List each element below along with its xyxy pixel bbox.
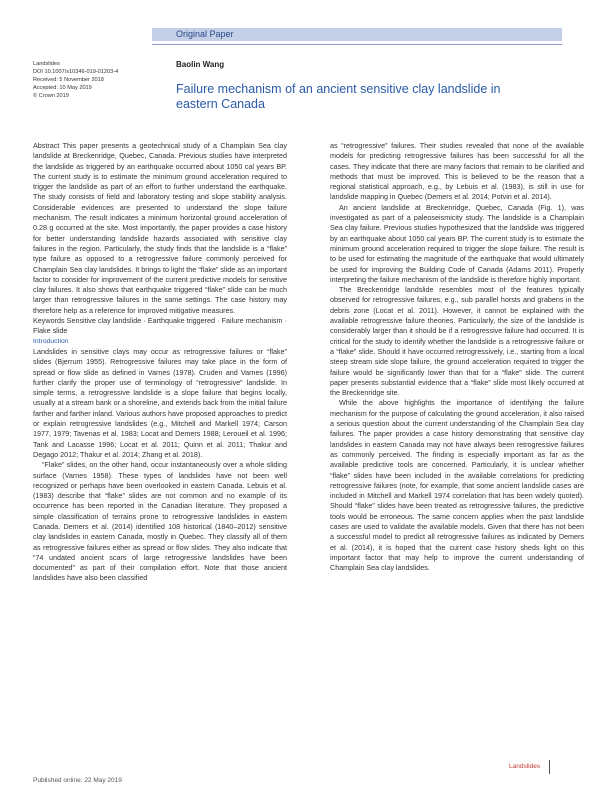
body-paragraph: as “retrogressive” failures. Their studies revealed that none of the available models for predicting retrogressive failures has been successful for all the cases. They indicate that there are many factors that remain to be clarified and methods that must be improved. This is believed to be the reason that a regional statistical approach, e.g., by Lebuis et al. (1983), is still in use for landslide mapping in Quebec (Demers et al. 2014; Potvin et al. 2014).: [330, 141, 584, 202]
article-title: Failure mechanism of an ancient sensitive clay landslide in eastern Canada: [176, 82, 501, 111]
body-paragraph: An ancient landslide at Breckenridge, Quebec, Canada (Fig. 1), was investigated as part of a paleoseismicity study. The landslide is a Champlain Sea clay failure. Previous studies hypothesized that the landslide was triggered by an earthquake about 1050 cal years BP. The current study is to estimate the minimum ground acceleration required to trigger the slope failure. The result is to be used for estimating the magnitude of the earthquake that would ultimately be used for improving the Building Code of Canada (Adams 2011). Properly interpreting the failure mechanism of the landslide is therefore highly important.: [330, 202, 584, 284]
published-date: Published online: 22 May 2019: [33, 777, 122, 784]
right-column: [330, 141, 584, 573]
article-type-label: Original Paper: [176, 29, 234, 39]
body-paragraph: The Breckenridge landslide resembles most of the features typically observed for retrogressive failures, e.g., sub parallel horsts and grabens in the debris zone (Locat et al. 2011). However, it cannot be explained with the available retrogressive failure theories. Particularly, the size of the landslide is considerably larger than it should be if a retrogressive failure had occurred. It is critical for the study to identify whether the landslide is a retrogressive failure or a “flake” slide. Should it have occurred retrogressively, i.e., starting from a local steep stream side slope failure, the ground acceleration required to trigger the failure would be significantly lower than that for a “flake” slide. The current paper presents substantial evidence that a “flake” slide most likely occurred at the Breckenridge site.: [330, 285, 584, 398]
author-name: Baolin Wang: [176, 60, 225, 69]
footer-divider: [549, 760, 550, 774]
meta-journal: Landslides: [33, 61, 60, 67]
header-rule: [152, 44, 562, 45]
body-paragraph: While the above highlights the importance of identifying the failure mechanism for the purpose of calculating the ground acceleration, it also raised a serious question about the current understanding of the Champlain Sea clay failures. The paper provides a case history demonstrating that sensitive clay landslides in eastern Canada may not have always been retrogressive failures as commonly perceived. The finding is especially important as far as the available predictive tools are concerned. Particularly, it is unclear whether “flake” slides have been included in the available correlations for predicting retrogressive failures (note, for example, that some ancient landslide cases are included in Mitchell and Markell 1974 correlation that has been widely quoted). Should “flake” slides have been treated as retrogressive failures, the predictive tools would be erroneous. The same concern applies when the past landslide cases are used to validate the available models. Given that there has not been a successful model to predict all retrogressive failures as indicated by Demers et al. (2014), it is hoped that the current case history sheds light on this important factor that may help to improve the current understanding of Champlain Sea clay landslides.: [330, 398, 584, 573]
article-meta: [33, 60, 118, 100]
section-heading-introduction: Introduction: [33, 337, 69, 345]
meta-accepted: Accepted: 10 May 2019: [33, 85, 92, 91]
left-column: [33, 141, 287, 584]
abstract: Abstract This paper presents a geotechnical study of a Champlain Sea clay landslide at Breckenridge, Quebec, Canada. Previous studies have interpreted the landslide as triggered by an earthquake occurred about 1050 cal years BP. The current study is to estimate the minimum ground acceleration required to trigger the landslide as part of an effort to further understand the earthquake. The study consists of field and laboratory testing and slope stability analysis. Considerable evidences are presented to understand the slope failure mechanism. The result indicates a minimum horizontal ground acceleration of 0.28 g occurred at the site. Most importantly, the paper provides a case history for better understanding landslide hazards associated with sensitive clay failures in the region. Particularly, the study finds that the landslide is a “flake” type failure as opposed to a retrogressive failure commonly perceived for Champlain Sea clay landslides. It brings to light the “flake” slide as an important factor to consider for improvement of the current predictive models for sensitive clay failures. It also shows that earthquake triggered “flake” slide can be much larger than retrogressive failures in the same settings. The case history may therefore help as a reference for improved mitigative measures.: [33, 141, 287, 315]
meta-received: Received: 5 November 2018: [33, 77, 104, 83]
body-paragraph: Landslides in sensitive clays may occur as retrogressive failures or “flake” slides (Bjerrum 1955). Retrogressive failures may take place in the form of spread or flow slide as defined in Varnes (1978). Cruden and Varnes (1996) further clarify the proper use of terminology of “retrogressive” landslide. In simple terms, a retrogressive landslide is a slope failure that begins locally, usually at a stream bank or a shoreline, and extends back from the initial failure farther and farther inland. Various authors have proposed approaches to predict or explain retrogressive landslides (e.g., Mitchell and Markell 1974; Carson 1977, 1979; Tavenas et al. 1983; Locat and Demers 1988; Leroueil et al. 1996; Tank and Lacasse 1996; Locat et al. 2011; Quinn et al. 2011; Thakur and Degago 2012; Thakur et al. 2014; Zhang et al. 2018).: [33, 346, 287, 459]
meta-copyright: © Crown 2019: [33, 93, 69, 99]
journal-footer: Landslides: [509, 763, 541, 770]
keywords: Keywords Sensitive clay landslide · Earthquake triggered · Failure mechanism · Flake slide: [33, 316, 287, 336]
body-paragraph: “Flake” slides, on the other hand, occur instantaneously over a whole sliding surface (Varnes 1958). These types of landslides have not been well recognized or perhaps have been overlooked in eastern Canada. Lebuis et al. (1983) describe that “flake” slides are not common and no example of its occurrence has been reported in the Canadian literature. They proposed a simple classification of terrains prone to retrogressive landslides in eastern Canada. Demers et al. (2014) identified 108 historical (1840–2012) sensitive clay landslides in eastern Canada, mostly in Quebec. They classify all of them as retrogressive failures either as spread or flow slides. They also indicate that “74 undated ancient scars of large retrogressive landslides have been documented” as part of their compilation effort. Note that those ancient landslides have also been classified: [33, 460, 287, 583]
meta-doi: DOI 10.1007/s10346-019-01203-4: [33, 69, 119, 75]
